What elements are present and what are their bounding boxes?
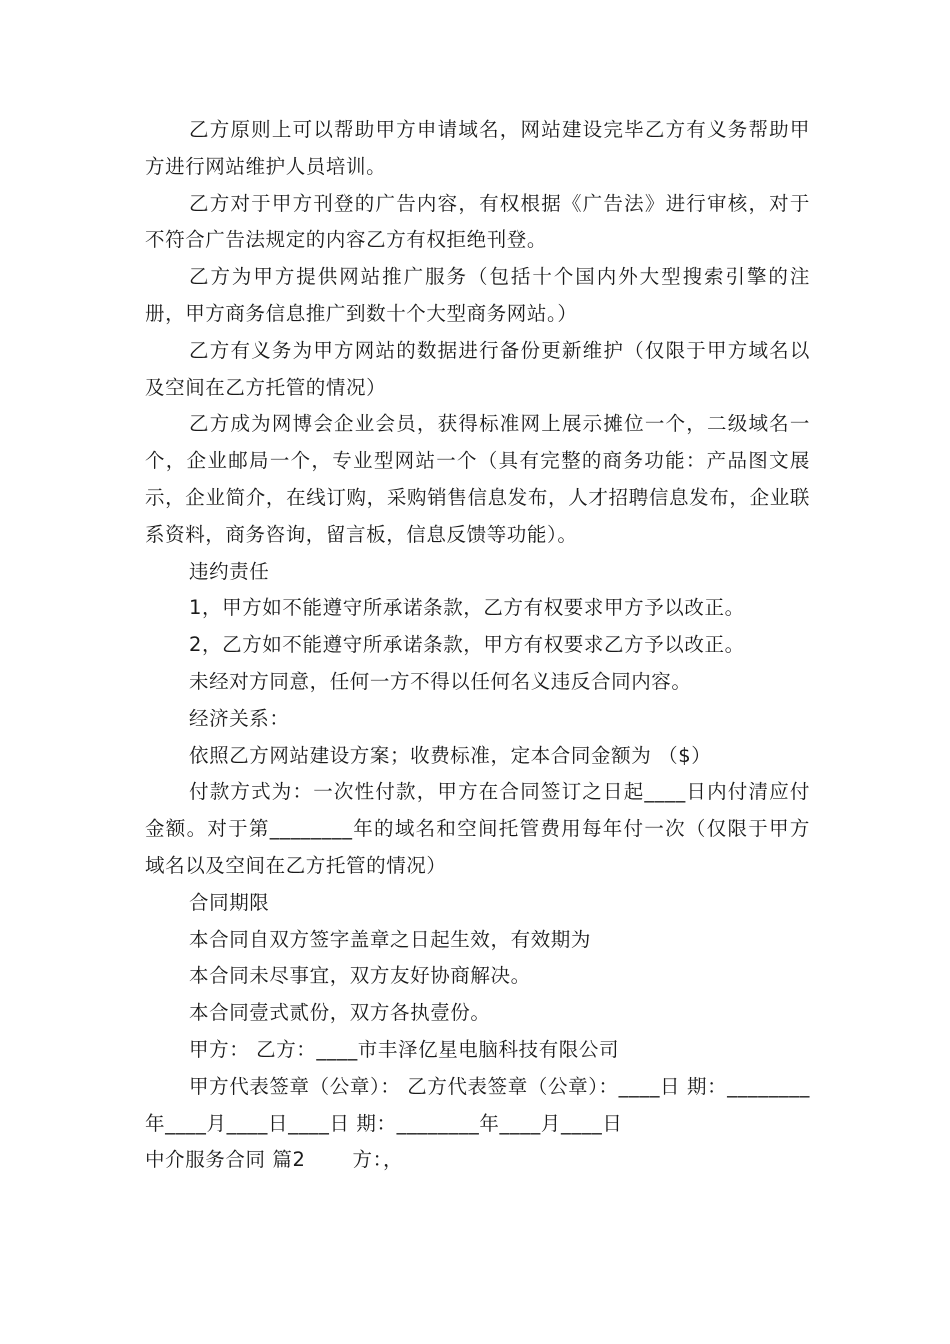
paragraph-4: 乙方有义务为甲方网站的数据进行备份更新维护（仅限于甲方域名以及空间在乙方托管的情况） — [145, 338, 810, 399]
paragraph-parties: 甲方： 乙方：____市丰泽亿星电脑科技有限公司 — [189, 1037, 620, 1061]
paragraph-breach-1: 1，甲方如不能遵守所承诺条款，乙方有权要求甲方予以改正。 — [189, 596, 745, 620]
paragraph-copies: 本合同壹式贰份，双方各执壹份。 — [189, 1001, 491, 1025]
paragraph-breach-2: 2，乙方如不能遵守所承诺条款，甲方有权要求乙方予以改正。 — [189, 633, 745, 657]
section-heading-term: 合同期限 — [189, 890, 270, 914]
paragraph-amount: 依照乙方网站建设方案；收费标准，定本合同金额为 （$） — [189, 743, 712, 767]
paragraph-effective: 本合同自双方签字盖章之日起生效，有效期为 — [189, 927, 592, 951]
section-heading-breach: 违约责任 — [189, 559, 270, 583]
paragraph-signatures: 甲方代表签章（公章）： 乙方代表签章（公章）：____日 期：________年____月____日____日 期：________年____月____日 — [145, 1074, 810, 1135]
paragraph-consent: 未经对方同意，任何一方不得以任何名义违反合同内容。 — [189, 669, 692, 693]
paragraph-2: 乙方对于甲方刊登的广告内容，有权根据《广告法》进行审核，对于不符合广告法规定的内容乙方有权拒绝刊登。 — [145, 191, 810, 252]
paragraph-3: 乙方为甲方提供网站推广服务（包括十个国内外大型搜索引擎的注册，甲方商务信息推广到数十个大型商务网站。） — [145, 265, 810, 325]
footer-line: 中介服务合同 篇2 方：， — [145, 1148, 404, 1172]
section-heading-economic: 经济关系： — [189, 706, 290, 730]
paragraph-5: 乙方成为网博会企业会员，获得标准网上展示摊位一个，二级域名一个，企业邮局一个，专业型网站一个（具有完整的商务功能：产品图文展示，企业简介，在线订购，采购销售信息发布，人才招聘信息发布，企业联系资料，商务咨询，留言板，信息反馈等功能）。 — [145, 412, 810, 546]
paragraph-negotiation: 本合同未尽事宜，双方友好协商解决。 — [189, 964, 531, 988]
paragraph-1: 乙方原则上可以帮助甲方申请域名，网站建设完毕乙方有义务帮助甲方进行网站维护人员培训。 — [145, 118, 810, 178]
paragraph-payment: 付款方式为：一次性付款，甲方在合同签订之日起____日内付清应付金额。对于第________年的域名和空间托管费用每年付一次（仅限于甲方域名以及空间在乙方托管的情况） — [145, 780, 810, 877]
